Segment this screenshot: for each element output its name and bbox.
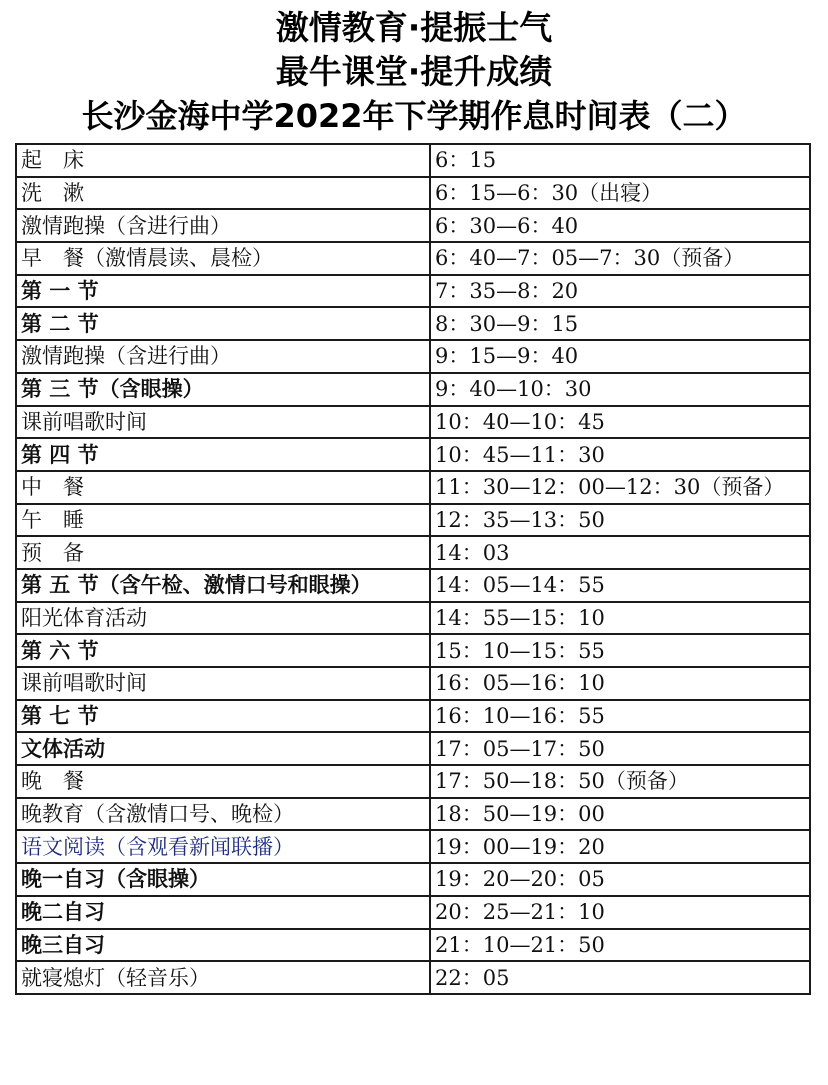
activity-cell: 晚三自习 xyxy=(16,929,430,962)
table-row xyxy=(16,700,810,733)
table-row xyxy=(16,798,810,831)
table-row xyxy=(16,340,810,373)
activity-cell: 第 四 节 xyxy=(16,438,430,471)
time-cell: 7：35—8：20 xyxy=(430,275,810,308)
activity-cell: 中 餐 xyxy=(16,471,430,504)
table-row xyxy=(16,634,810,667)
activity-cell: 课前唱歌时间 xyxy=(16,667,430,700)
schedule-table xyxy=(15,143,811,995)
table-row xyxy=(16,438,810,471)
table-row xyxy=(16,732,810,765)
activity-cell: 阳光体育活动 xyxy=(16,602,430,635)
time-cell: 20：25—21：10 xyxy=(430,896,810,929)
activity-cell: 早 餐（激情晨读、晨检） xyxy=(16,242,430,275)
activity-cell: 起 床 xyxy=(16,144,430,177)
time-cell: 10：40—10：45 xyxy=(430,406,810,439)
time-cell: 6：30—6：40 xyxy=(430,209,810,242)
time-cell: 6：40—7：05—7：30（预备） xyxy=(430,242,810,275)
time-cell: 12：35—13：50 xyxy=(430,504,810,537)
activity-cell: 午 睡 xyxy=(16,504,430,537)
activity-cell: 激情跑操（含进行曲） xyxy=(16,340,430,373)
table-row xyxy=(16,961,810,994)
time-cell: 16：10—16：55 xyxy=(430,700,810,733)
table-row xyxy=(16,471,810,504)
table-row xyxy=(16,177,810,210)
activity-cell: 第 一 节 xyxy=(16,275,430,308)
time-cell: 6：15—6：30（出寝） xyxy=(430,177,810,210)
time-cell: 19：20—20：05 xyxy=(430,863,810,896)
time-cell: 9：15—9：40 xyxy=(430,340,810,373)
time-cell: 14：03 xyxy=(430,536,810,569)
table-row xyxy=(16,896,810,929)
activity-cell: 晚 餐 xyxy=(16,765,430,798)
table-row xyxy=(16,765,810,798)
table-row xyxy=(16,569,810,602)
activity-cell: 激情跑操（含进行曲） xyxy=(16,209,430,242)
time-cell: 14：05—14：55 xyxy=(430,569,810,602)
time-cell: 9：40—10：30 xyxy=(430,373,810,406)
time-cell: 6：15 xyxy=(430,144,810,177)
activity-cell: 第 五 节（含午检、激情口号和眼操） xyxy=(16,569,430,602)
table-row xyxy=(16,667,810,700)
time-cell: 22：05 xyxy=(430,961,810,994)
table-row xyxy=(16,504,810,537)
slogan-line-1: 激情教育·提振士气 xyxy=(275,8,553,47)
time-cell: 17：50—18：50（预备） xyxy=(430,765,810,798)
table-row xyxy=(16,275,810,308)
title-block xyxy=(0,0,828,138)
table-row xyxy=(16,373,810,406)
activity-cell: 第 二 节 xyxy=(16,307,430,340)
activity-cell: 第 六 节 xyxy=(16,634,430,667)
time-cell: 11：30—12：00—12：30（预备） xyxy=(430,471,810,504)
table-row xyxy=(16,307,810,340)
table-row xyxy=(16,830,810,863)
slogan-line-2: 最牛课堂·提升成绩 xyxy=(275,52,553,91)
table-row xyxy=(16,863,810,896)
table-row xyxy=(16,929,810,962)
activity-cell: 语文阅读（含观看新闻联播） xyxy=(16,830,430,863)
activity-cell: 晚二自习 xyxy=(16,896,430,929)
time-cell: 10：45—11：30 xyxy=(430,438,810,471)
time-cell: 17：05—17：50 xyxy=(430,732,810,765)
table-row xyxy=(16,406,810,439)
activity-cell: 第 七 节 xyxy=(16,700,430,733)
time-cell: 21：10—21：50 xyxy=(430,929,810,962)
time-cell: 14：55—15：10 xyxy=(430,602,810,635)
schedule-title: 长沙金海中学2022年下学期作息时间表（二） xyxy=(81,97,747,135)
time-cell: 8：30—9：15 xyxy=(430,307,810,340)
activity-cell: 晚教育（含激情口号、晚检） xyxy=(16,798,430,831)
activity-cell: 第 三 节（含眼操） xyxy=(16,373,430,406)
activity-cell: 就寝熄灯（轻音乐） xyxy=(16,961,430,994)
activity-cell: 文体活动 xyxy=(16,732,430,765)
schedule-body xyxy=(16,144,810,994)
time-cell: 18：50—19：00 xyxy=(430,798,810,831)
activity-cell: 晚一自习（含眼操） xyxy=(16,863,430,896)
time-cell: 16：05—16：10 xyxy=(430,667,810,700)
table-row xyxy=(16,242,810,275)
activity-cell: 洗 漱 xyxy=(16,177,430,210)
table-row xyxy=(16,602,810,635)
time-cell: 19：00—19：20 xyxy=(430,830,810,863)
table-row xyxy=(16,209,810,242)
time-cell: 15：10—15：55 xyxy=(430,634,810,667)
activity-cell: 课前唱歌时间 xyxy=(16,406,430,439)
table-row xyxy=(16,536,810,569)
table-row xyxy=(16,144,810,177)
activity-cell: 预 备 xyxy=(16,536,430,569)
